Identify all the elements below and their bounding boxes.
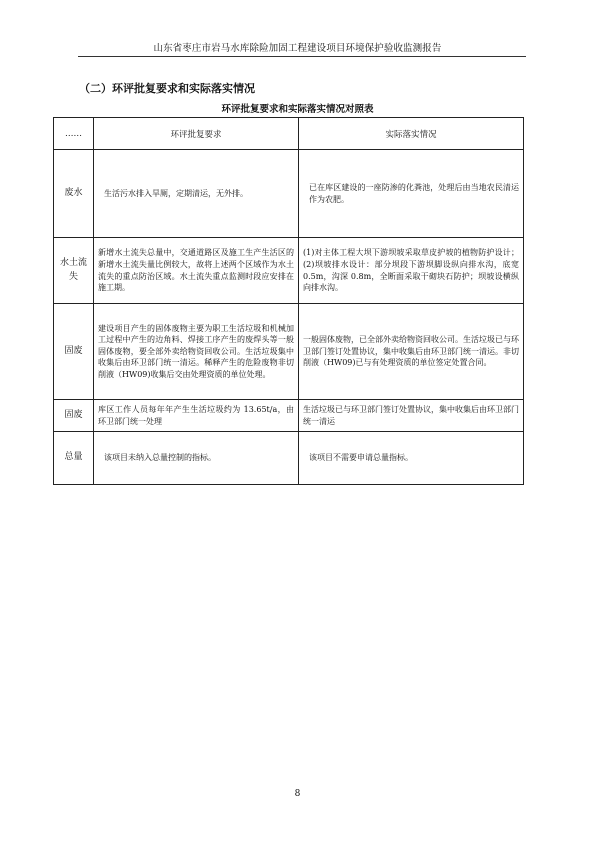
row-requirement: 该项目未纳入总量控制的指标。 [94,432,299,485]
column-header-implementation: 实际落实情况 [299,118,524,150]
column-header-category: …… [54,118,94,150]
row-category: 固废 [54,400,94,432]
row-requirement: 建设项目产生的固体废物主要为职工生活垃圾和机械加工过程中产生的边角料、焊接工序产生的废焊头等一般固体废物，要全部外卖给物资回收公司。生活垃圾集中收集后由环卫部门统一清运。稀释产生的危险废物非切削液（HW09)收集后交由处理资质的单位处理。 [94,304,299,400]
row-implementation: 一般固体废物，已全部外卖给物资回收公司。生活垃圾已与环卫部门签订处置协议，集中收集后由环卫部门统一清运。非切削液（HW09)已与有处理资质的单位签定处置合同。 [299,304,524,400]
row-category: 废水 [54,150,94,238]
page-number: 8 [294,789,301,799]
page-header: 山东省枣庄市岩马水库除险加固工程建设项目环境保护验收监测报告 [153,43,442,54]
row-requirement: 生活污水排入旱厕，定期清运，无外排。 [94,150,299,238]
header-rule [78,56,526,57]
row-category: 水土流失 [54,238,94,304]
table-caption: 环评批复要求和实际落实情况对照表 [221,104,374,115]
row-category: 总量 [54,432,94,485]
row-implementation: 已在库区建设的一座防渗的化粪池，处理后由当地农民清运作为农肥。 [299,150,524,238]
row-implementation: (1)对主体工程大坝下游坝坡采取草皮护坡的植物防护设计；(2)坝坡排水设计：部分坝段下游坝脚设纵向排水沟，底宽 0.5m，沟深 0.8m，全断面采取干砌块石防护；坝坡设横纵向排水沟。 [299,238,524,304]
comparison-table-container [53,117,523,485]
row-implementation: 该项目不需要申请总量指标。 [299,432,524,485]
row-requirement: 新增水土流失总量中，交通道路区及施工生产生活区的新增水土流失量比例较大，故将上述两个区域作为水土流失的重点防治区域。水土流失重点监测时段应安排在施工期。 [94,238,299,304]
row-category: 固废 [54,304,94,400]
comparison-table [53,117,524,485]
table-header-row [54,118,524,150]
table-row [54,238,524,304]
section-title: （二）环评批复要求和实际落实情况 [79,82,255,95]
table-row [54,432,524,485]
column-header-requirement: 环评批复要求 [94,118,299,150]
row-implementation: 生活垃圾已与环卫部门签订处置协议，集中收集后由环卫部门统一清运 [299,400,524,432]
table-row [54,400,524,432]
table-row [54,304,524,400]
table-row [54,150,524,238]
row-requirement: 库区工作人员每年年产生生活垃圾约为 13.65t/a，由环卫部门统一处理 [94,400,299,432]
